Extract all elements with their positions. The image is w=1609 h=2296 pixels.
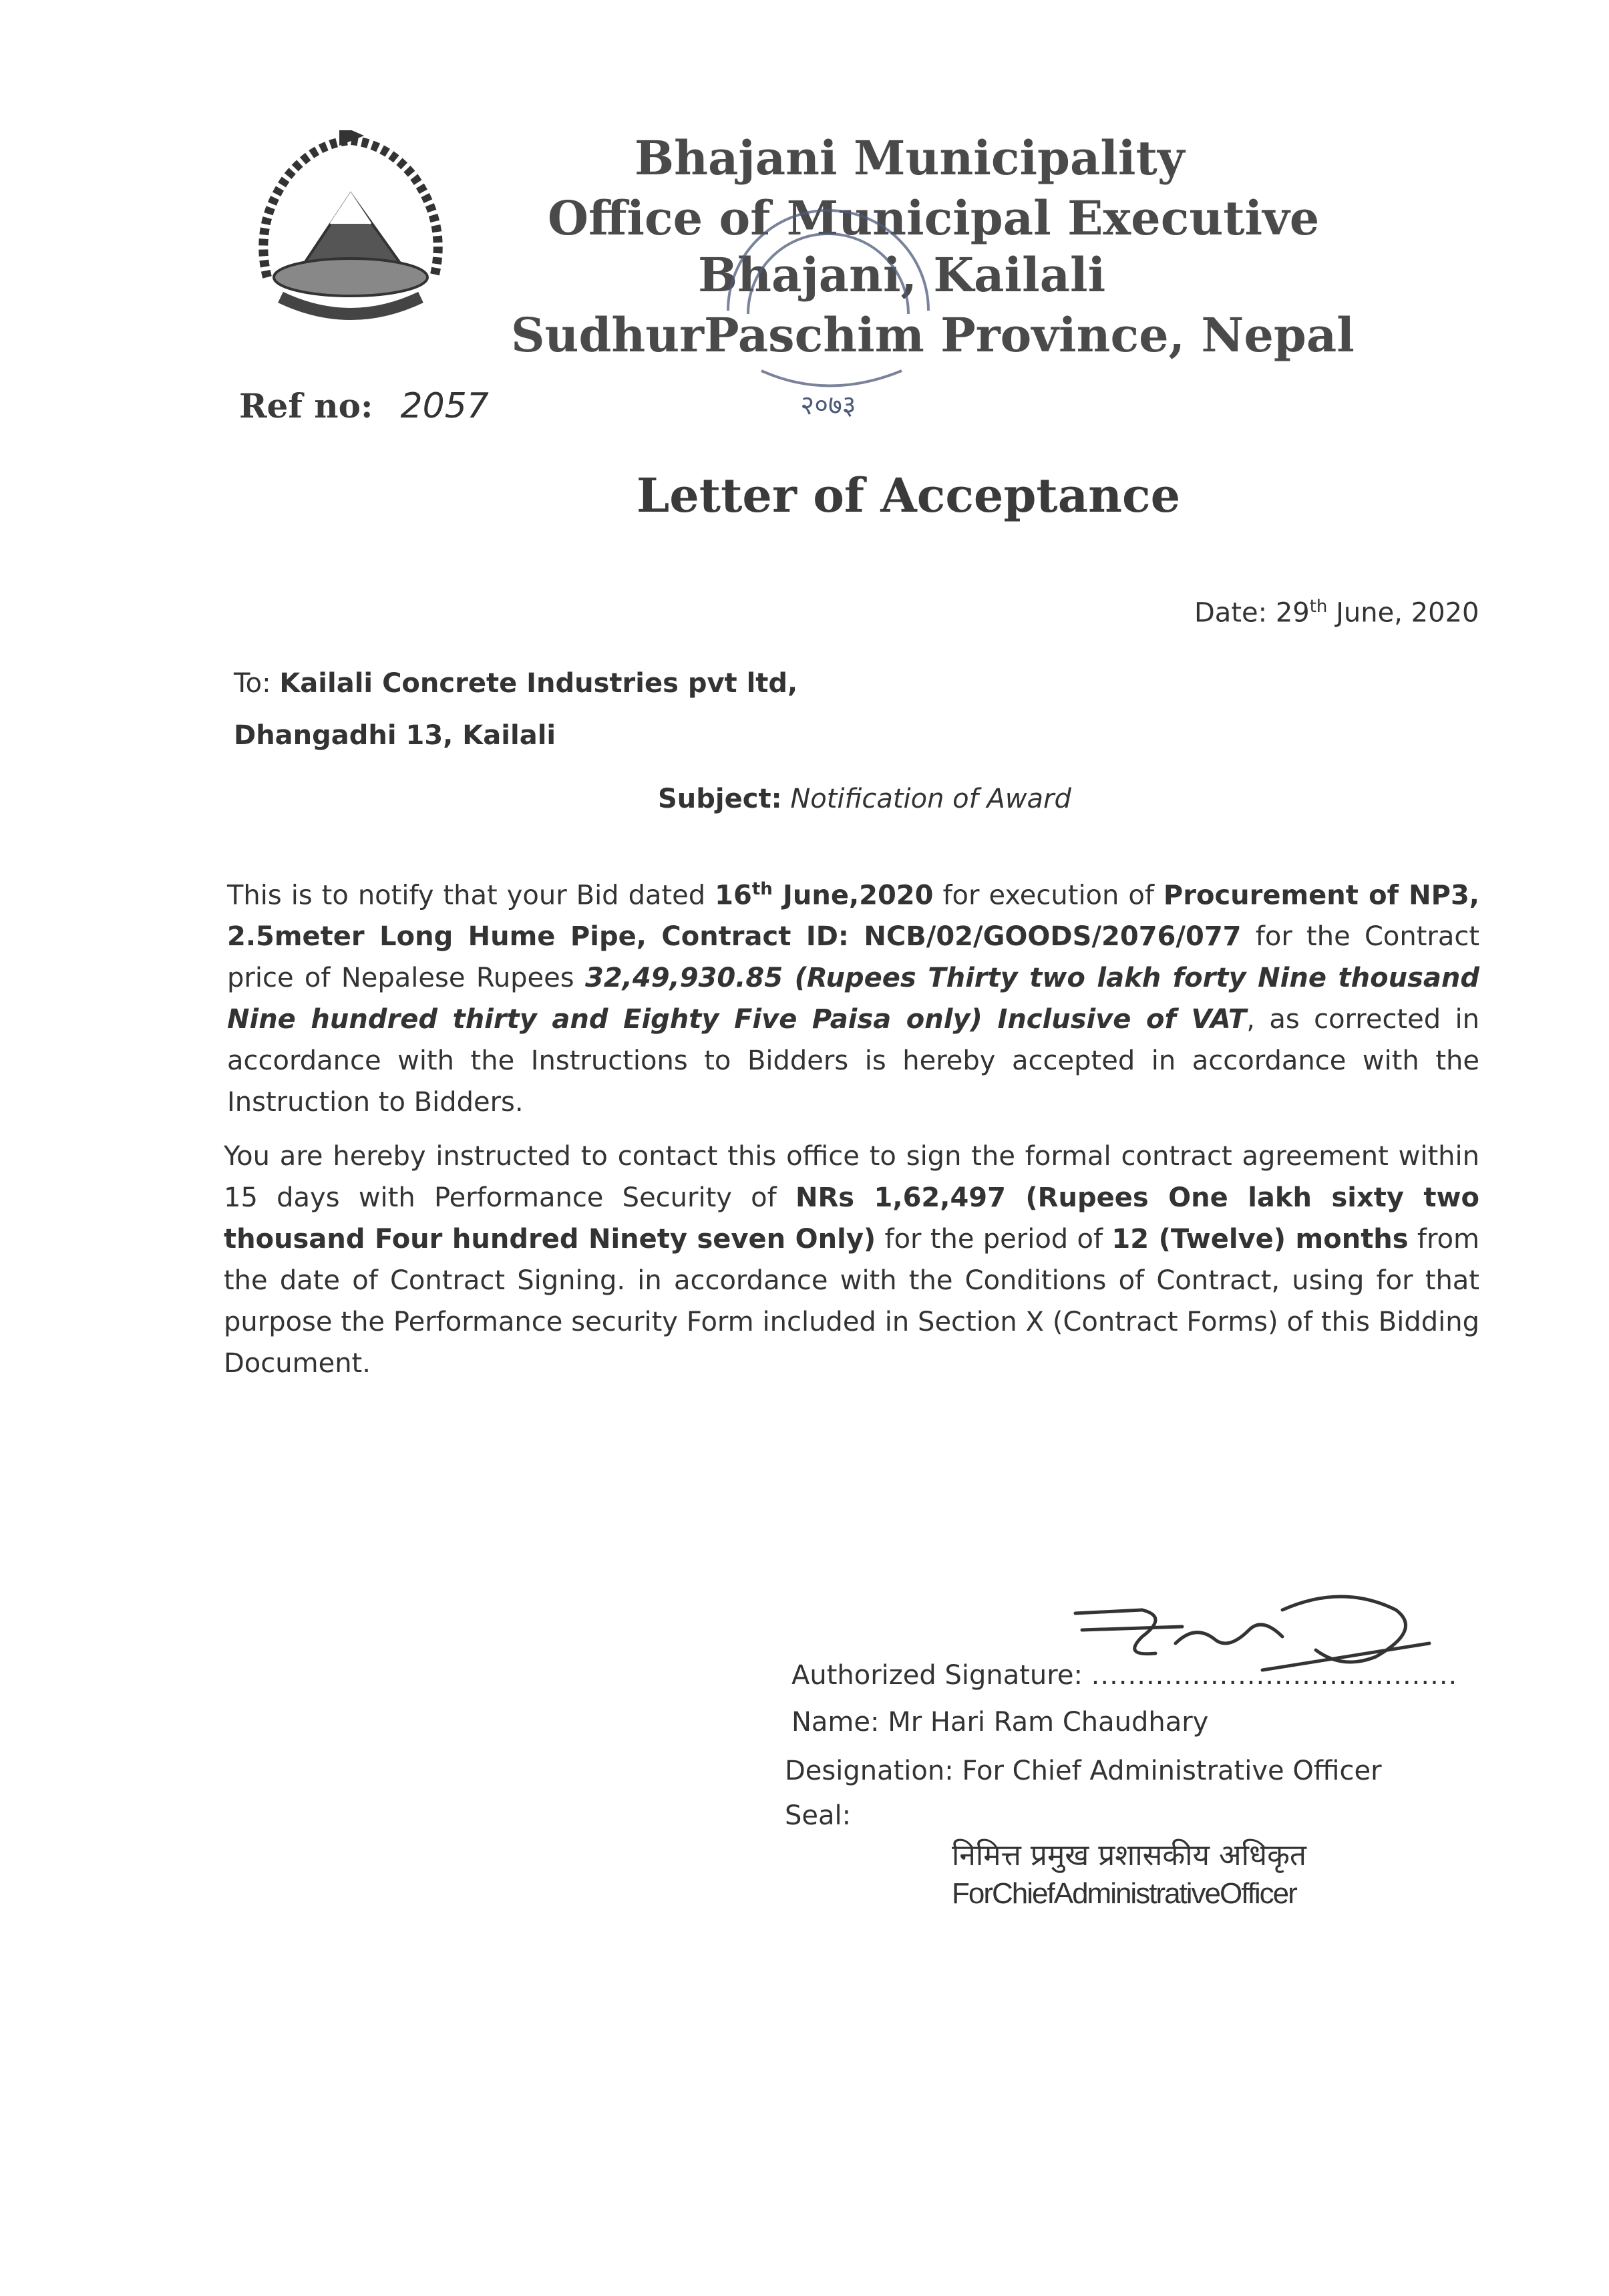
municipal-stamp-icon	[708, 170, 948, 424]
date-rest: June, 2020	[1336, 597, 1479, 629]
header-line-2: Office of Municipal Executive	[548, 190, 1320, 246]
bid-date-rest: June,2020	[772, 880, 934, 911]
header-line-4: SudhurPaschim Province, Nepal	[511, 307, 1355, 363]
para1-text-1: This is to notify that your Bid dated	[227, 880, 715, 911]
recipient-address: Dhangadhi 13, Kailali	[234, 720, 556, 751]
stamp-year: २०७३	[800, 390, 856, 421]
authorized-signature-label: Authorized Signature:	[791, 1660, 1083, 1691]
header-line-3: Bhajani, Kailali	[698, 247, 1106, 303]
paragraph-instructions	[224, 1136, 1479, 1384]
nepal-emblem-icon	[240, 130, 461, 337]
para2-text-2: for the period of	[876, 1224, 1112, 1255]
subject-label: Subject:	[658, 784, 782, 814]
para1-text-4: , as corrected in accordance with the Instructions to Bidders is hereby accepted in accordance with the Instruction to Bidders.	[227, 1004, 1479, 1118]
header-line-1: Bhajani Municipality	[635, 130, 1185, 186]
ref-value: 2057	[400, 386, 489, 426]
paragraph-award	[227, 868, 1479, 1123]
bid-suffix: th	[751, 879, 773, 899]
ref-no	[239, 386, 489, 426]
para1-text-2: for execution of	[933, 880, 1164, 911]
subject-text: Notification of Award	[790, 784, 1071, 814]
recipient-name: Kailali Concrete Industries pvt ltd,	[279, 668, 798, 699]
bid-day: 16	[715, 880, 752, 911]
date-suffix: th	[1309, 597, 1328, 617]
page-title: Letter of Acceptance	[637, 468, 1181, 523]
ref-label: Ref no:	[239, 386, 373, 426]
letter-date	[1194, 597, 1479, 628]
seal-english-text: ForChiefAdministrativeOfficer	[952, 1877, 1296, 1910]
signatory-name: Name: Mr Hari Ram Chaudhary	[791, 1707, 1209, 1738]
contract-price: 32,49,930.85 (Rupees Thirty two lakh forty Nine thousand Nine hundred thirty and Eighty Five Paisa only) Inclusive of VAT	[227, 963, 1480, 1035]
date-label: Date:	[1194, 597, 1268, 629]
performance-security: NRs 1,62,497 (Rupees One lakh sixty two thousand Four hundred Ninety seven Only)	[224, 1182, 1479, 1255]
seal-label: Seal:	[785, 1800, 852, 1831]
para2-text-3: from the date of Contract Signing. in accordance with the Conditions of Contract, using for that purpose the Performance security Form included in Section X (Contract Forms) of this Bidding Document.	[224, 1224, 1480, 1379]
date-day: 29	[1275, 597, 1310, 629]
subject-line	[658, 784, 1071, 814]
signature-dots: ........................................	[1091, 1660, 1458, 1691]
recipient-name-line	[234, 668, 797, 699]
procurement-title: Procurement of NP3, 2.5meter Long Hume Pipe, Contract ID: NCB/02/GOODS/2076/077	[227, 880, 1479, 953]
signatory-designation: Designation: For Chief Administrative Officer	[785, 1756, 1382, 1786]
para1-text-3: for the Contract price of Nepalese Rupees	[227, 921, 1480, 994]
to-label: To:	[234, 668, 271, 699]
security-period: 12 (Twelve) months	[1111, 1224, 1409, 1255]
seal-nepali-text: निमित्त प्रमुख प्रशासकीय अधिकृत	[952, 1838, 1306, 1872]
authorized-signature-line	[791, 1660, 1457, 1691]
para2-text-1: You are hereby instructed to contact this office to sign the formal contract agreement within 15 days with Performance Security of	[224, 1141, 1479, 1213]
